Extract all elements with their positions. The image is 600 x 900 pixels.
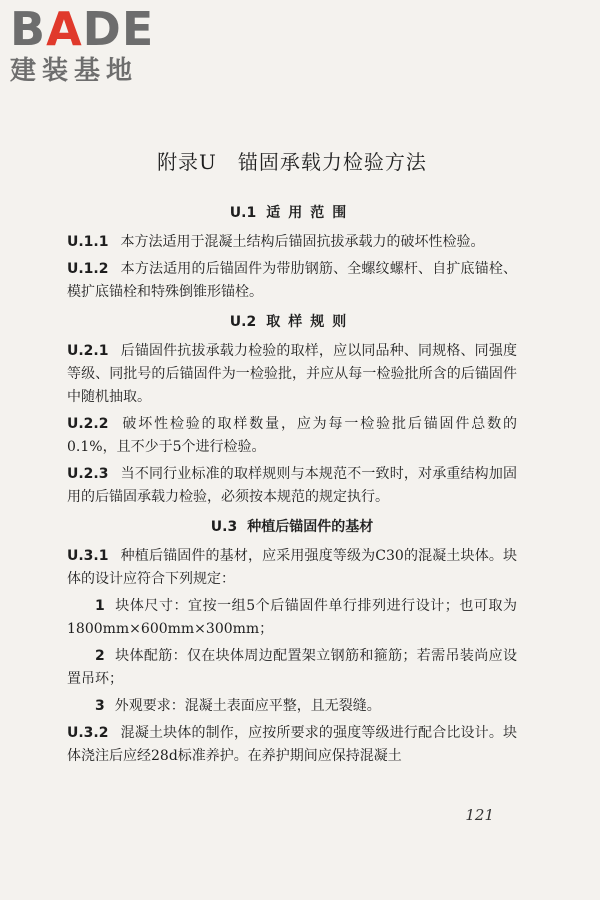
logo-letter-a: A [46,2,83,56]
clause-text: 破坏性检验的取样数量，应为每一检验批后锚固件总数的0.1%，且不少于5个进行检验。 [67,416,517,455]
clause-u-1-2 [67,258,517,304]
clause-text: 本方法适用的后锚固件为带肋钢筋、全螺纹螺杆、自扩底锚栓、模扩底锚栓和特殊倒锥形锚栓。 [67,261,517,300]
section-title: 取样规则 [266,314,355,330]
clause-u-2-2 [67,413,517,459]
item-text: 块体配筋：仅在块体周边配置架立钢筋和箍筋；若需吊装尚应设置吊环； [67,648,517,687]
clause-text: 当不同行业标准的取样规则与本规范不一致时，对承重结构加固用的后锚固承载力检验，必须按本规范的规定执行。 [67,466,517,505]
clause-u-3-2 [67,722,517,768]
list-item-1 [67,595,517,641]
list-item-3 [67,695,517,718]
document-body [67,145,517,772]
clause-u-3-1 [67,545,517,591]
section-number: U.3 [210,519,238,535]
clause-number: U.2.2 [67,416,109,432]
item-number: 1 [95,598,105,614]
section-heading-u3 [67,513,517,541]
clause-number: U.3.2 [67,725,109,741]
clause-number: U.3.1 [67,548,109,564]
clause-text: 种植后锚固件的基材，应采用强度等级为C30的混凝土块体。块体的设计应符合下列规定： [67,548,517,587]
section-title: 适用范围 [266,205,355,221]
logo-letter-b: B [10,2,47,56]
brand-logo [10,4,180,88]
section-number: U.1 [229,205,257,221]
section-heading-u2 [67,308,517,336]
clause-number: U.2.1 [67,343,109,359]
section-heading-u1 [67,199,517,227]
item-text: 外观要求：混凝土表面应平整，且无裂缝。 [114,698,381,714]
clause-text: 后锚固件抗拔承载力检验的取样，应以同品种、同规格、同强度等级、同批号的后锚固件为一检验批，并应从每一检验批所含的后锚固件中随机抽取。 [67,343,517,405]
item-number: 2 [95,648,105,664]
section-number: U.2 [229,314,257,330]
item-number: 3 [95,698,105,714]
clause-text: 混凝土块体的制作，应按所要求的强度等级进行配合比设计。块体浇注后应经28d标准养护。在养护期间应保持混凝土 [67,725,517,764]
clause-number: U.1.2 [67,261,109,277]
clause-u-1-1 [67,231,517,254]
clause-text: 本方法适用于混凝土结构后锚固抗拔承载力的破坏性检验。 [120,234,485,250]
section-title: 种植后锚固件的基材 [247,519,374,535]
list-item-2 [67,645,517,691]
clause-number: U.2.3 [67,466,109,482]
page-title: 附录U 锚固承载力检验方法 [157,150,427,174]
clause-u-2-1 [67,340,517,409]
clause-u-2-3 [67,463,517,509]
logo-letters-de: DE [82,2,155,56]
clause-number: U.1.1 [67,234,109,250]
page-number: 121 [465,806,494,824]
logo-wordmark [10,4,180,54]
item-text: 块体尺寸：宜按一组5个后锚固件单行排列进行设计；也可取为1800mm×600mm×300mm； [67,598,517,637]
logo-subtitle: 建装基地 [10,56,139,86]
